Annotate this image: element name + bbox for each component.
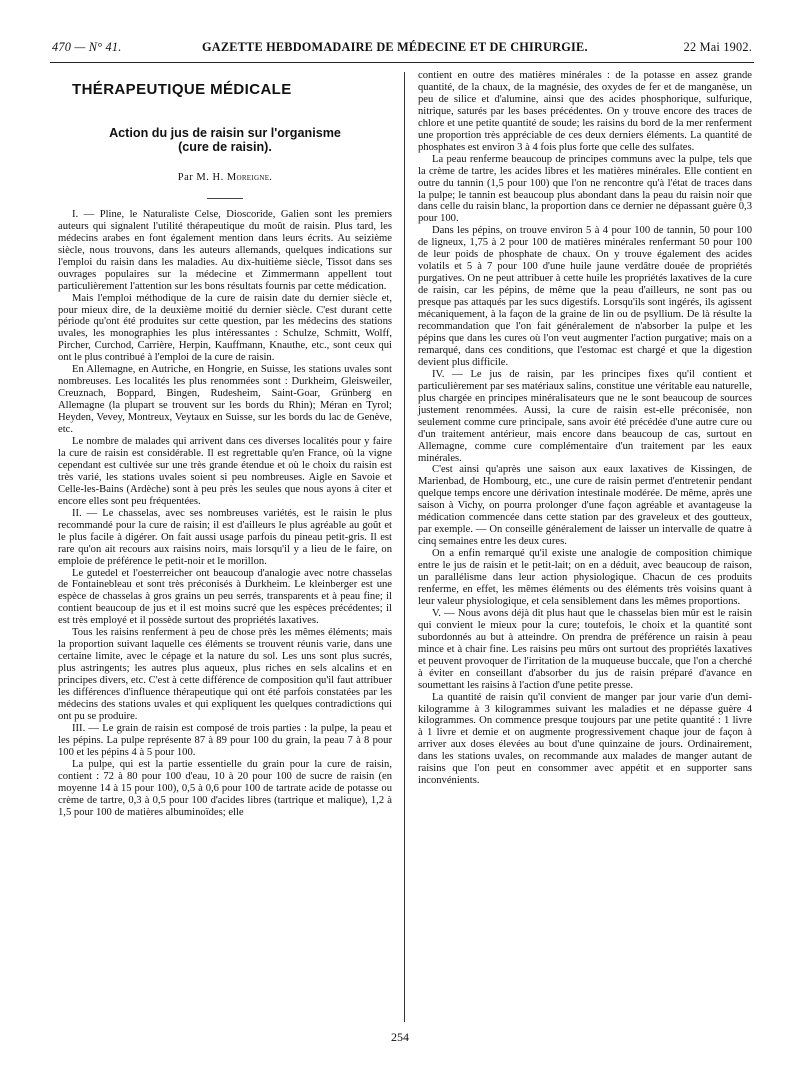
- byline-prefix: Par M. H.: [177, 171, 224, 183]
- header-rule: [50, 62, 754, 63]
- paragraph: Dans les pépins, on trouve environ 5 à 4 pour 100 de tannin, 50 pour 100 de ligneux, 1,75 à 2 pour 100 de matières minérales renfermant 50 pour 100 de leur poids de phosphate de chaux. On y trouve également des acides volatils et 5 à 7 pour 100 d'une huile jaune verdâtre douée de propriétés purgatives. On ne peut attribuer à cette huile les propriétés laxatives de la cure de raisin, car les pépins, de même que la peau d'ailleurs, ne sont pas ou presque pas attaqués par les sucs digestifs. Lorsqu'ils sont ingérés, ils agissent mécaniquement, à la façon de la graine de lin ou de psyllium. De là résulte la recommandation que l'on fait généralement de n'absorber la pulpe et les pépins que dans les cures où l'on veut augmenter l'action purgative; mais on a remarqué, dans ces conditions, que l'estomac est chargé et que la digestion devient plus difficile.: [418, 225, 752, 368]
- article-title-line-1: Action du jus de raisin sur l'organisme: [109, 125, 341, 140]
- section-heading: THÉRAPEUTIQUE MÉDICALE: [72, 81, 292, 98]
- paragraph: Le gutedel et l'oesterreicher ont beaucoup d'analogie avec notre chasselas de Fontainebleau et sont très préconisés à Durkheim. Le kleinberger est une espèce de chasselas à gros grains un peu serrés, transparents et à peau fine; il contient beaucoup de jus et il est moins sucré que les espèces précédentes; il est très employé et il possède surtout des propriétés laxatives.: [58, 567, 392, 627]
- left-column: [58, 72, 392, 819]
- paragraph: Tous les raisins renferment à peu de chose près les mêmes éléments; mais la proportion suivant laquelle ces éléments se trouvent réunis varie, dans une certaine limite, avec le cépage et la nature du sol. Les uns sont plus sucrés, plus astringents; les autres plus aqueux, plus riches en sels alcalins et en principes divers, etc. C'est à cette différence de composition qu'il faut attribuer les différences d'influence thérapeutique qui ont été parfois constatées par les médecins des stations uvales et qui expliquent les quelques contradictions qui ont pu se produire.: [58, 627, 392, 722]
- right-column: [418, 70, 752, 787]
- paragraph: C'est ainsi qu'après une saison aux eaux laxatives de Kissingen, de Marienbad, de Hombourg, etc., une cure de raisin permet d'entretenir pendant quelque temps encore une dérivation intestinale modérée. De même, après une saison à Vichy, on pourra prolonger d'une façon agréable et avantageuse la médication commencée dans cette station par des graveleux et des goutteux, par exemple. — On conseille généralement de laisser un intervalle de quatre à cinq semaines entre les deux cures.: [418, 464, 752, 548]
- article-title: [58, 126, 392, 154]
- running-header: [52, 40, 752, 58]
- paragraph: La pulpe, qui est la partie essentielle du grain pour la cure de raisin, contient : 72 à 80 pour 100 d'eau, 10 à 20 pour 100 de sucre de raisin (en moyenne 14 à 15 pour 100), 0,5 à 0,6 pour 100 de tartrate acide de potasse ou crème de tartre, 0,3 à 0,5 pour 100 d'acides libres (tartrique et malique), 1,2 à 1,5 pour 100 de matières albuminoïdes; elle: [58, 758, 392, 818]
- header-page-number: 470 — N° 41.: [52, 40, 122, 54]
- paragraph: On a enfin remarqué qu'il existe une analogie de composition chimique entre le jus de raisin et le petit-lait; on en a déduit, avec beaucoup de raison, un parallélisme dans leur action physiologique. Chacun de ces produits renferme, en effet, les mêmes éléments ou des éléments très voisins quant à leur valeur physiologique, et cela sensiblement dans les mêmes proportions.: [418, 548, 752, 607]
- paragraph: I. — Pline, le Naturaliste Celse, Dioscoride, Galien sont les premiers auteurs qui signalent l'utilité thérapeutique du moût de raisin. Plus tard, les médecins arabes en font également mention dans leurs écrits. Au seizième siècle, nous trouvons, dans les auteurs allemands, quelques indications sur l'emploi du raisin dans les maladies. Au dix-huitième siècle, Tissot dans ses ouvrages populaires sur la médecine et Zimmermann appellent tout particulièrement l'attention sur les bons résultats fournis par cette médication.: [58, 208, 392, 292]
- paragraph: IV. — Le jus de raisin, par les principes fixes qu'il contient et particulièrement par ses matériaux salins, constitue une véritable eau naturelle, plus chargée en principes minéralisateurs que ne le sont beaucoup de sources justement renommées. Aussi, la cure de raisin est-elle préconisée, non seulement comme cure principale, sans avoir été précédée d'une autre cure ou d'un traitement antérieur, mais encore dans beaucoup de cas, surtout en Allemagne, comme cure complémentaire d'un traitement par les eaux minérales.: [418, 368, 752, 464]
- header-date: 22 Mai 1902.: [683, 40, 752, 54]
- header-journal-title: GAZETTE HEBDOMADAIRE DE MÉDECINE ET DE CHIRURGIE.: [202, 40, 588, 54]
- paragraph: En Allemagne, en Autriche, en Hongrie, en Suisse, les stations uvales sont nombreuses. Les localités les plus renommées sont : Durkheim, Gleisweiler, Creuznach, Boppard, Bingen, Rudesheim, Saint-Goar, Grünberg en Allemagne (la plupart se trouvent sur les bords du Rhin); Méran en Tyrol; Heyden, Vevey, Montreux, Veytaux en Suisse, sur les bords du lac de Genève, etc.: [58, 364, 392, 436]
- column-divider: [404, 72, 405, 1022]
- paragraph: La peau renferme beaucoup de principes communs avec la pulpe, tels que la crème de tartre, les acides libres et les matières minérales. Elle contient en outre du tannin (1,5 pour 100) que l'on ne rencontre qu'à l'état de traces dans la pulpe; le tannin est beaucoup plus abondant dans la peau du raisin noir que dans celle du raisin blanc, la proportion dans ce dernier ne dépassant guère 0,3 pour 100.: [418, 153, 752, 225]
- article-byline: [58, 172, 392, 184]
- paragraph: Le nombre de malades qui arrivent dans ces diverses localités pour y faire la cure de raisin est considérable. Il est regrettable qu'en France, où la vigne cependant est cultivée sur une très grande étendue et où le choix du raisin est très varié, les stations uvales soient si peu nombreuses. Aigle en Savoie et Celle-les-Bains (Ardèche) sont à peu près les seules que nous ayons à citer et encore elles sont peu fréquentées.: [58, 436, 392, 507]
- paragraph: La quantité de raisin qu'il convient de manger par jour varie d'un demi-kilogramme à 3 kilogrammes suivant les maladies et ne dépasse guère 4 kilogrammes. On commence presque toujours par une petite quantité : 1 livre à 1 livre et demie et on augmente progressivement chaque jour de façon à arriver aux doses élevées au bout d'une quinzaine de jours. Ordinairement, dans les stations uvales, on recommande aux malades de manger autant de raisins que l'on peut en consommer avec appétit et en supporter sans inconvénients.: [418, 691, 752, 787]
- byline-author: Moreigne.: [226, 171, 273, 183]
- paragraph: contient en outre des matières minérales : de la potasse en assez grande quantité, de la chaux, de la magnésie, des oxydes de fer et de manganèse, un peu de silice et d'alumine, ainsi que des acides phosphorique, sulfurique, nitrique, saturés par les bases précédentes. On y trouve encore des traces de chlore et une petite quantité de soude; les raisins du bord de la mer renferment une proportion très appréciable de ces deux derniers éléments. La quantité de phosphates est environ 3 à 4 fois plus forte que celle des sulfates.: [418, 70, 752, 153]
- paragraph: V. — Nous avons déjà dit plus haut que le chasselas bien mûr est le raisin qui convient le mieux pour la cure; toutefois, le choix et la quantité sont subordonnés au but à atteindre. On prendra de préférence un raisin à peau mince et à chair fine. Les raisins peu mûrs ont surtout des propriétés laxatives et peuvent provoquer de l'irritation de la muqueuse buccale, que l'on a cherché à éviter en conseillant d'absorber du jus de raisin préparé d'avance en soumettant les raisins à l'action d'une petite presse.: [418, 607, 752, 691]
- paragraph: III. — Le grain de raisin est composé de trois parties : la pulpe, la peau et les pépins. La pulpe représente 87 à 89 pour 100 du grain, la peau 7 à 8 pour 100 et les pépins 4 à 5 pour 100.: [58, 722, 392, 758]
- title-rule: [207, 198, 243, 199]
- article-title-line-2: (cure de raisin).: [178, 139, 272, 154]
- paragraph: Mais l'emploi méthodique de la cure de raisin date du dernier siècle et, pour mieux dire, de la deuxième moitié du dernier siècle. C'est durant cette période qu'ont été produites sur cette question, par les médecins des stations uvales, les monographies les plus intéressantes : Schulze, Schmitt, Wolff, Pircher, Curchod, Carrière, Herpin, Kauffmann, Knauthe, etc., sont ceux qui ont le plus contribué à l'emploi de la cure de raisin.: [58, 292, 392, 364]
- paragraph: II. — Le chasselas, avec ses nombreuses variétés, est le raisin le plus recommandé pour la cure de raisin; il est d'ailleurs le plus agréable au goût et le plus facile à digérer. On fait aussi usage parfois du pineau petit-gris. Il est rare qu'on ait recours aux raisins noirs, mais lorsqu'il y a lieu de le faire, on emploie de préférence le petit-noir et le morillon.: [58, 507, 392, 567]
- page-folio: 254: [391, 1030, 409, 1044]
